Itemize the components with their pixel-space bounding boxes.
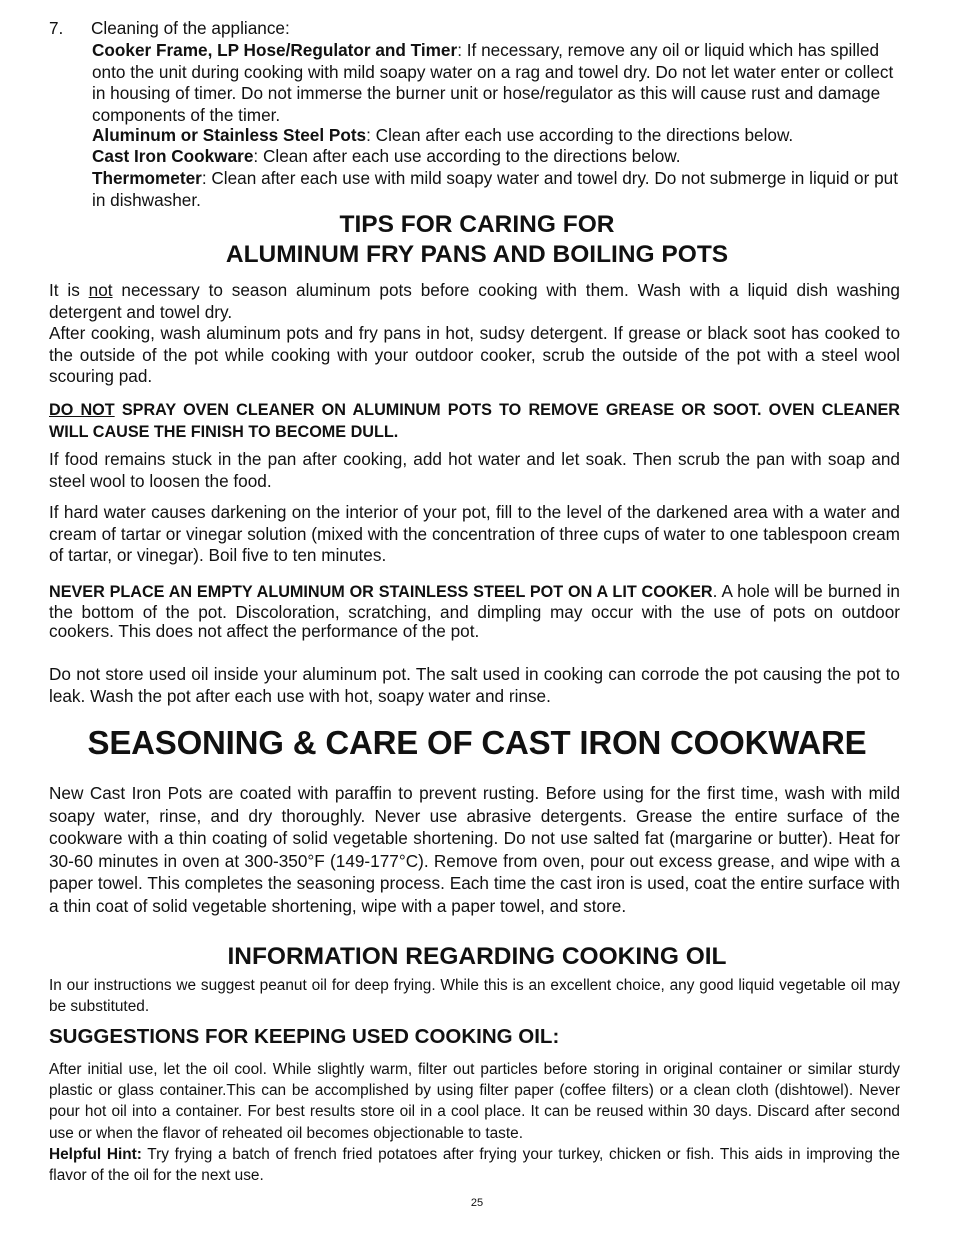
helpful-hint-label: Helpful Hint: — [49, 1146, 142, 1163]
tips-paragraph-4: If hard water causes darkening on the interior of your pot, fill to the level of the darkened area with a water and cream of tartar or vinegar solution (mixed with the concentration of three cups of water to one tablespoon cream of tartar, or vinegar). Boil five to ten minutes. — [49, 502, 900, 566]
cooking-oil-heading: INFORMATION REGARDING COOKING OIL — [227, 943, 727, 970]
cooking-oil-body: In our instructions we suggest peanut oil for deep frying. While this is an excellent choice, any good liquid vegetable oil may be substituted. — [49, 977, 900, 1016]
tips-p1-start: It is — [49, 280, 89, 300]
never-empty-pot-paragraph — [49, 582, 900, 642]
helpful-hint-text: Try frying a batch of french fried potatoes after frying your turkey, chicken or fish. This aids in improving the flavor of the oil for the next use. — [49, 1146, 900, 1185]
item-number: 7. — [49, 18, 64, 38]
thermometer-label: Thermometer — [92, 168, 202, 188]
cooker-frame-label: Cooker Frame, LP Hose/Regulator and Timer — [92, 40, 458, 60]
cooker-frame-paragraph — [92, 40, 900, 126]
thermometer-text: : Clean after each use with mild soapy water and towel dry. Do not submerge in liquid or put in dishwasher. — [92, 168, 898, 210]
pots-text: : Clean after each use according to the directions below. — [366, 125, 794, 145]
seasoning-body: New Cast Iron Pots are coated with paraffin to prevent rusting. Before using for the first time, wash with mild soapy water, rinse, and dry thoroughly. Never use abrasive detergents. Grease the entire surface of the cookware with a thin coating of solid vegetable shortening. Do not use salted fat (margarine or butter). Heat for 30-60 minutes in oven at 300-350°F (149-177°C). Remove from oven, pour out excess grease, and wipe with a paper towel. This completes the seasoning process. Each time the cast iron is used, coat the entire surface with a thin coat of solid vegetable shortening, wipe with a paper towel, and store. — [49, 783, 900, 916]
warning-text: SPRAY OVEN CLEANER ON ALUMINUM POTS TO REMOVE GREASE OR SOOT. OVEN CLEANER WILL CAUSE THE FINISH TO BECOME DULL. — [49, 401, 900, 441]
thermometer-paragraph — [92, 168, 900, 211]
never-empty-pot-bold: NEVER PLACE AN EMPTY ALUMINUM OR STAINLESS STEEL POT ON A LIT COOKER — [49, 583, 713, 601]
keeping-oil-body: After initial use, let the oil cool. While slightly warm, filter out particles before storing in original container or similar sturdy plastic or glass container.This can be accomplished by using filter paper (coffee filters) or a clean cloth (dishtowel). Never pour hot oil into a container. For best results store oil in a cool place. It can be reused within 30 days. Discard after second use or when the flavor of reheated oil becomes objectionable to taste. — [49, 1061, 900, 1142]
tips-heading-line2: ALUMINUM FRY PANS AND BOILING POTS — [225, 241, 729, 268]
seasoning-heading: SEASONING & CARE OF CAST IRON COOKWARE — [87, 724, 867, 761]
never-empty-pot-text: . A hole will be burned in the bottom of the pot. Discoloration, scratching, and dimpling may occur with the use of pots on outdoor cookers. This does not affect the performance of the pot. — [49, 581, 900, 641]
tips-paragraph-3: If food remains stuck in the pan after cooking, add hot water and let soak. Then scrub the pan with soap and steel wool to loosen the food. — [49, 449, 900, 491]
cast-iron-text: : Clean after each use according to the directions below. — [253, 146, 681, 166]
cast-iron-label: Cast Iron Cookware — [92, 146, 254, 166]
pots-label: Aluminum or Stainless Steel Pots — [92, 125, 367, 145]
item-intro: Cleaning of the appliance: — [91, 18, 290, 38]
cast-iron-paragraph — [92, 146, 900, 168]
tips-paragraph-5: Do not store used oil inside your aluminum pot. The salt used in cooking can corrode the pot causing the pot to leak. Wash the pot after each use with hot, soapy water and rinse. — [49, 664, 900, 706]
tips-heading-line1: TIPS FOR CARING FOR — [339, 211, 615, 238]
warning-do-not: DO NOT — [49, 401, 115, 419]
page-number: 25 — [470, 1197, 484, 1209]
tips-paragraph-1 — [49, 280, 900, 323]
helpful-hint-paragraph — [49, 1144, 900, 1186]
keeping-oil-heading: SUGGESTIONS FOR KEEPING USED COOKING OIL: — [49, 1025, 560, 1048]
tips-p1-not: not — [88, 280, 113, 300]
oven-cleaner-warning — [49, 400, 900, 443]
tips-p1-end: necessary to season aluminum pots before cooking with them. Wash with a liquid dish washing detergent and towel dry. — [49, 280, 900, 322]
pots-paragraph — [92, 125, 900, 147]
tips-paragraph-2: After cooking, wash aluminum pots and fry pans in hot, sudsy detergent. If grease or black soot has cooked to the outside of the pot while cooking with your outdoor cooker, scrub the outside of the pot with a steel wool scouring pad. — [49, 323, 900, 387]
cooker-frame-text: : If necessary, remove any oil or liquid which has spilled onto the unit during cooking with mild soapy water on a rag and towel dry. Do not let water enter or collect in housing of timer. Do not immerse the burner unit or hose/regulator as this will cause rust and damage components of the timer. — [92, 40, 894, 125]
